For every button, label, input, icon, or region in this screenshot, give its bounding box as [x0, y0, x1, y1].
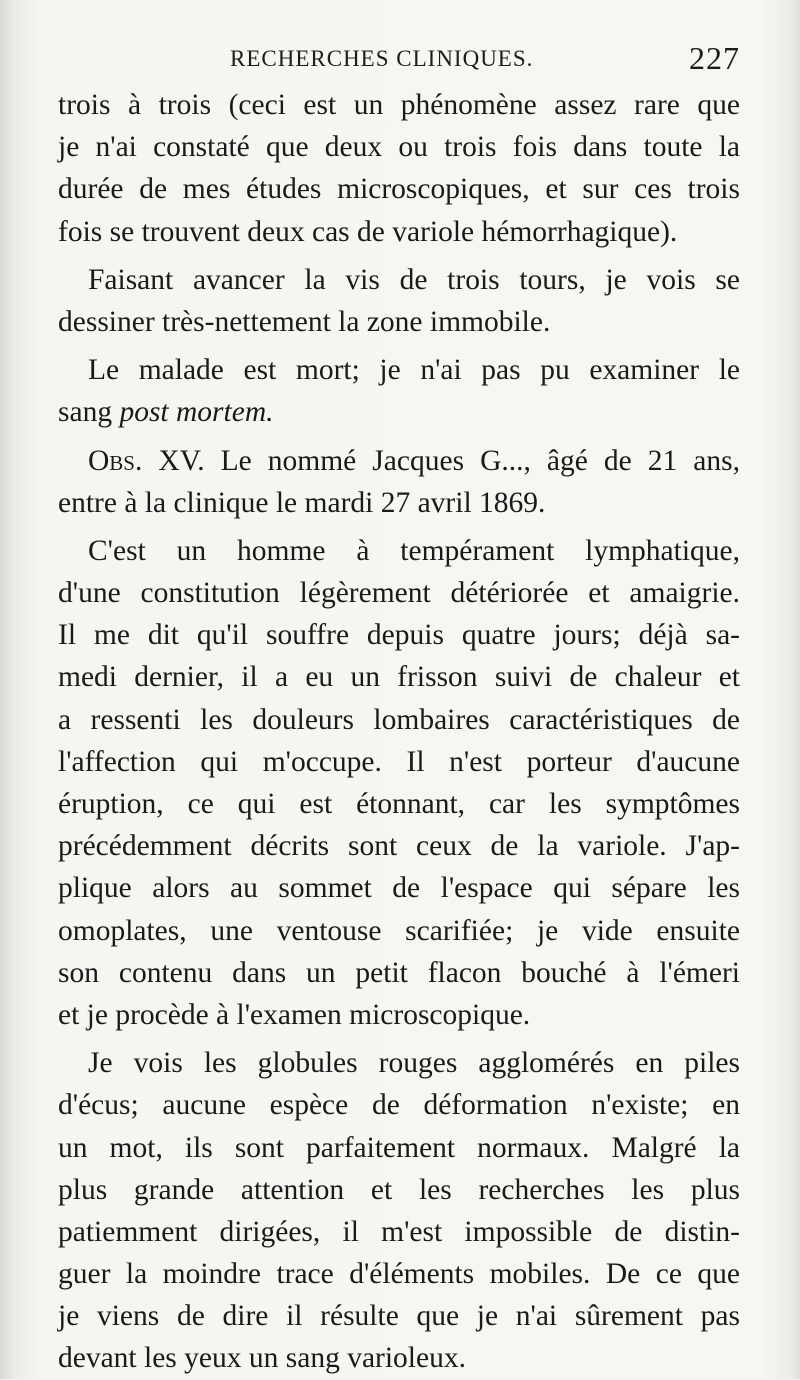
text-line: devant les yeux un sang varioleux. [58, 1342, 466, 1375]
text-line: C'est un homme à tempérament lymphatique, [88, 534, 740, 567]
text-line: éruption, ce qui est étonnant, car les symptômes [58, 788, 740, 820]
text-line: a ressenti les douleurs lombaires caractéristiques de [58, 703, 740, 736]
italic-phrase: post mortem. [119, 396, 274, 429]
page-number: 227 [689, 40, 740, 76]
text-line [58, 440, 740, 482]
text-span: sang [58, 396, 120, 429]
text-line: guer la moindre trace d'éléments mobiles. De ce que [58, 1258, 740, 1291]
text-line: omoplates, une ventouse scarifiée; je vide ensuite [58, 914, 740, 947]
text-span: Le nommé Jacques G..., âgé de 21 ans, [204, 444, 741, 477]
text-line: medi dernier, il a eu un frisson suivi de chaleur et [58, 661, 740, 694]
page-header [58, 40, 740, 80]
text-line: plique alors au sommet de l'espace qui sépare les [58, 872, 740, 905]
text-line: entre à la clinique le mardi 27 avril 1869. [58, 486, 546, 519]
text-line: dessiner très-nettement la zone immobile. [58, 305, 551, 338]
text-line: patiemment dirigées, il m'est impossible de distin- [58, 1215, 740, 1248]
text-line: d'écus; aucune espèce de déformation n'existe; en [58, 1089, 740, 1122]
text-line: plus grande attention et les recherches les plus [58, 1173, 740, 1206]
text-line: trois à trois (ceci est un phénomène assez rare que [58, 89, 740, 121]
text-line: l'affection qui m'occupe. Il n'est porteur d'aucune [58, 745, 740, 778]
text-line: fois se trouvent deux cas de variole hémorrhagique). [58, 215, 678, 248]
paragraph [58, 530, 740, 1036]
text-line [58, 391, 740, 433]
paragraph [58, 84, 740, 253]
text-line: Le malade est mort; je n'ai pas pu examiner le [88, 354, 740, 387]
running-head: RECHERCHES CLINIQUES. [230, 46, 534, 71]
body-text [58, 84, 740, 1380]
observation-label: Obs. XV. [88, 444, 205, 477]
text-line: durée de mes études microscopiques, et sur ces trois [58, 173, 740, 206]
text-line: et je procède à l'examen microscopique. [58, 998, 531, 1031]
text-line: d'une constitution légèrement détériorée et amaigrie. [58, 577, 740, 610]
paragraph [58, 349, 740, 433]
paragraph [58, 440, 740, 524]
text-line: je n'ai constaté que deux ou trois fois dans toute la [58, 131, 740, 164]
text-line: Faisant avancer la vis de trois tours, je vois se [88, 263, 740, 296]
text-line: précédemment décrits sont ceux de la variole. J'ap- [58, 830, 740, 863]
text-line: son contenu dans un petit flacon bouché à l'émeri [58, 956, 740, 989]
text-line: je viens de dire il résulte que je n'ai sûrement pas [58, 1300, 740, 1333]
text-line: Je vois les globules rouges agglomérés en piles [88, 1047, 740, 1080]
text-line: Il me dit qu'il souffre depuis quatre jours; déjà sa- [58, 619, 740, 652]
paragraph [58, 259, 740, 343]
paragraph [58, 1042, 740, 1380]
text-line: un mot, ils sont parfaitement normaux. Malgré la [58, 1131, 740, 1164]
